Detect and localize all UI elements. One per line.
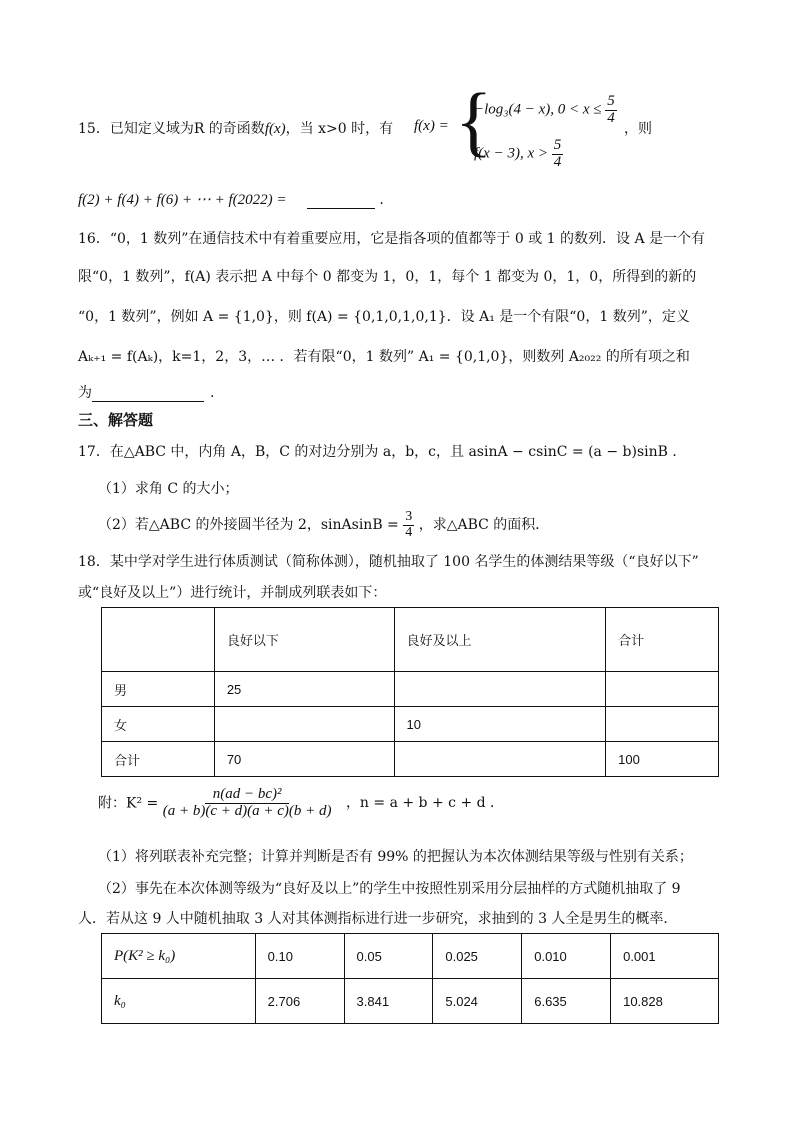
table-row [102,934,719,979]
section-heading: 三、解答题 [78,412,154,429]
q15-case2 [474,138,563,171]
q18-part1: （1）将列联表补充完整；计算并判断是否有 99% 的把握认为本次体测结果等级与性别有关系； [98,849,693,865]
q17-frac-den: 4 [405,524,413,540]
q18-line1: 18．某中学对学生进行体质测试（简称体测），随机抽取了 100 名学生的体测结果等级（“良好以下” [78,554,699,570]
table-cell [102,608,215,672]
table-cell: 良好以下 [214,608,394,672]
q15-lead-text: 15．已知定义域为R 的奇函数 [78,121,265,137]
table-cell: 0.05 [344,934,433,979]
table-cell: 3.841 [344,979,433,1024]
table-cell: 合计 [606,608,719,672]
table-cell: 女 [102,707,215,742]
q15-case1-frac [605,94,617,127]
q17-part2-text: （2）若△ABC 的外接圆半径为 2，sinAsinB = [98,517,399,534]
q17-line1: 17．在△ABC 中，内角 A，B，C 的对边分别为 a，b，c，且 asinA − csinC = (a − b)sinB ． [78,444,687,460]
q15-sum-line [78,190,384,209]
critical-value-table [101,933,719,1024]
q15-case2-num: 5 [553,137,562,153]
table-cell: 6.635 [522,979,611,1024]
formula-lead: 附：K² = [98,795,159,812]
table-cell [606,672,719,707]
q15-end: . [379,192,384,208]
formula-den: (a + b)(c + d)(a + c)(b + d) [162,802,332,819]
q15-case1-num: 5 [607,93,615,109]
q15-fx-eq: f(x) = [414,118,449,134]
q17-frac [403,510,414,540]
q17-part1: （1）求角 C 的大小； [98,481,239,497]
q18-line2: 或“良好及以上”）进行统计，并制成列联表如下： [78,585,387,601]
q15-cond: ，当 x>0 时，有 [285,121,394,137]
q15-brace: { [455,77,493,164]
table-cell: 0.10 [255,934,344,979]
table-cell: 5.024 [433,979,522,1024]
table-cell [394,672,606,707]
q15-tail: ，则 [624,121,652,137]
q18-part2: （2）事先在本次体测等级为“良好及以上”的学生中按照性别采用分层抽样的方式随机抽取了 9 [98,881,681,897]
q16-answer-blank[interactable] [92,385,204,402]
q16-line1: 16．“0，1 数列”在通信技术中有着重要应用，它是指各项的值都等于 0 或 1 的数列．设 A 是一个有 [78,231,706,247]
table-cell: P(K² ≥ k₀) [102,934,256,979]
formula-tail: ，n = a + b + c + d ． [345,795,505,812]
table-cell: 2.706 [255,979,344,1024]
table-cell: 0.025 [433,934,522,979]
q15-case2-frac [552,138,564,171]
table-row [102,742,719,777]
q15-case1-den: 4 [607,109,615,126]
table-cell: k₀ [102,979,256,1024]
table-cell: 100 [606,742,719,777]
q15-fx: f(x) [264,121,286,137]
q15-case1 [474,94,617,127]
table-cell [394,742,606,777]
q17-part2-tail: ，求△ABC 的面积． [418,517,550,534]
table-cell: 良好及以上 [394,608,606,672]
table-cell: 男 [102,672,215,707]
table-row [102,979,719,1024]
formula-frac [163,787,332,820]
table-header-row [102,608,719,672]
table-cell: 70 [214,742,394,777]
table-cell: 0.001 [611,934,719,979]
table-cell [214,707,394,742]
contingency-table [101,607,719,777]
q17-part2 [98,510,549,540]
q15-case2-den: 4 [553,153,562,170]
table-cell: 合计 [102,742,215,777]
table-cell: 0.010 [522,934,611,979]
table-cell: 10 [394,707,606,742]
q18-formula [98,787,504,820]
table-cell: 25 [214,672,394,707]
q16-line5 [78,382,214,402]
q18-part2b: 人．若从这 9 人中随机抽取 3 人对其体测指标进行进一步研究，求抽到的 3 人全是男生的概率． [78,911,678,927]
q15-lead [78,118,393,138]
q16-line4: Aₖ₊₁ = f(Aₖ)，k=1，2，3，… ．若有限“0，1 数列” A₁ = {0,1,0}，则数列 A₂₀₂₂ 的所有项之和 [78,349,690,365]
table-cell: 10.828 [611,979,719,1024]
table-row [102,672,719,707]
formula-num: n(ad − bc)² [205,787,290,804]
q17-frac-num: 3 [405,509,413,524]
q15-answer-blank[interactable] [307,192,375,209]
q15-case2-text: f(x − 3), x > [474,145,548,162]
q16-line2: 限“0，1 数列”，f(A) 表示把 A 中每个 0 都变为 1，0，1，每个 1 都变为 0，1，0，所得到的新的 [78,269,697,285]
q15-case1-text: −log₃(4 − x), 0 < x ≤ [474,101,602,118]
q15-sum: f(2) + f(4) + f(6) + ⋯ + f(2022) = [78,192,287,208]
q16-line5-lead: 为 [78,385,92,401]
q16-line5-end: . [210,385,215,401]
table-cell [606,707,719,742]
table-row [102,707,719,742]
q16-line3: “0，1 数列”，例如 A = {1,0}，则 f(A) = {0,1,0,1,0,1}．设 A₁ 是一个有限“0，1 数列”，定义 [78,309,690,325]
